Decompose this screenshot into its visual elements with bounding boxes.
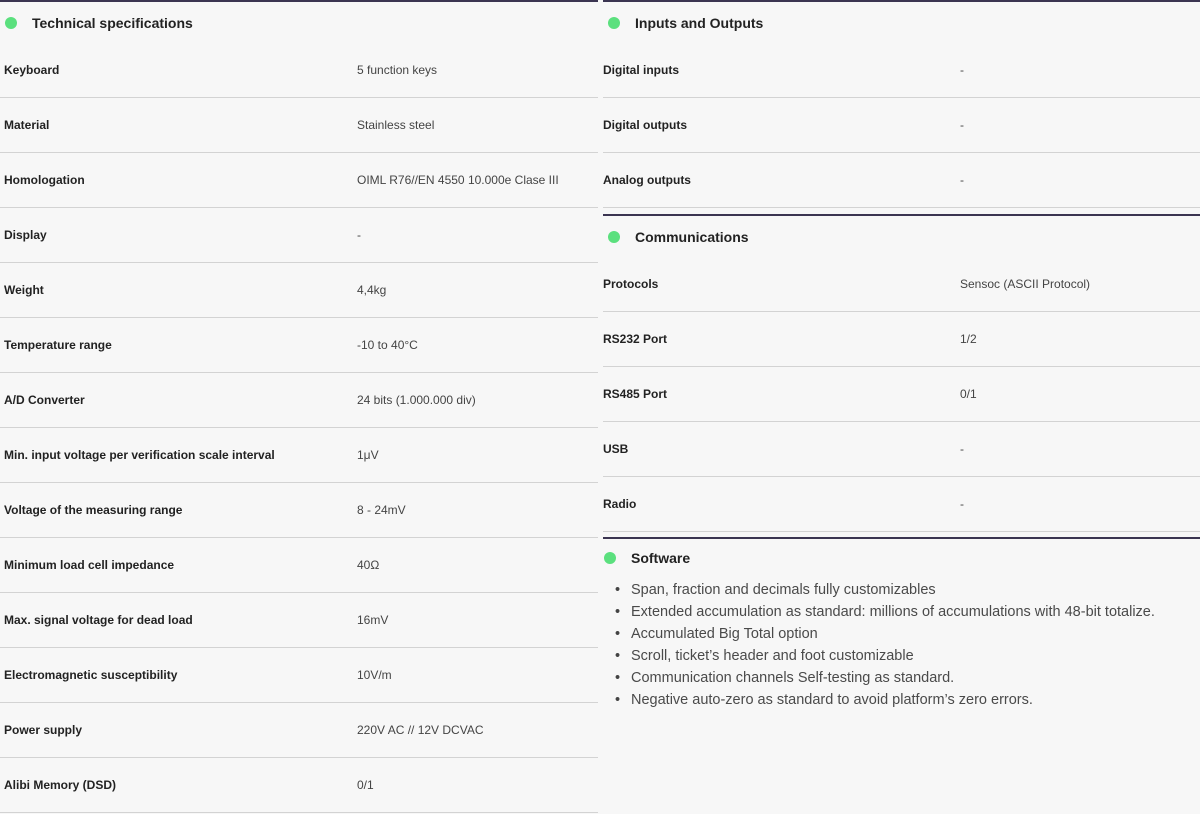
software-section xyxy=(603,537,1200,711)
technical-rows xyxy=(0,43,598,813)
io-label: Digital outputs xyxy=(603,118,687,132)
spec-row xyxy=(0,153,598,208)
io-row xyxy=(603,153,1200,208)
spec-row xyxy=(0,483,598,538)
spec-label: Electromagnetic susceptibility xyxy=(4,668,178,682)
spec-value: 10V/m xyxy=(357,668,392,682)
bullet-dot-icon xyxy=(5,17,17,29)
technical-title: Technical specifications xyxy=(32,14,193,31)
right-column xyxy=(603,0,1200,711)
spec-label: Voltage of the measuring range xyxy=(4,503,183,517)
bullet-dot-icon xyxy=(604,552,616,564)
comms-value: - xyxy=(960,497,964,511)
io-value: - xyxy=(960,63,964,77)
bullet-dot-icon xyxy=(608,17,620,29)
spec-value: 1μV xyxy=(357,448,379,462)
comms-row xyxy=(603,367,1200,422)
software-header xyxy=(603,539,1200,577)
spec-label: Homologation xyxy=(4,173,85,187)
software-title: Software xyxy=(631,550,691,566)
spec-row xyxy=(0,43,598,98)
comms-label: Protocols xyxy=(603,277,659,291)
list-item: • Scroll, ticket’s header and foot customizable xyxy=(603,645,1200,667)
spec-value: 40Ω xyxy=(357,558,380,572)
spec-row xyxy=(0,703,598,758)
spec-label: Power supply xyxy=(4,723,83,737)
bullet-dot-icon xyxy=(608,231,620,243)
spec-value: 16mV xyxy=(357,613,389,627)
spec-row xyxy=(0,648,598,703)
spec-row xyxy=(0,428,598,483)
spec-label: Min. input voltage per verification scale interval xyxy=(4,448,275,462)
comms-label: USB xyxy=(603,442,629,456)
spec-label: Alibi Memory (DSD) xyxy=(4,778,117,792)
spec-row xyxy=(0,318,598,373)
spec-value: 4,4kg xyxy=(357,283,387,297)
communications-header xyxy=(603,216,1200,257)
spec-row xyxy=(0,373,598,428)
spec-value: Stainless steel xyxy=(357,118,435,132)
list-item: • Span, fraction and decimals fully customizables xyxy=(603,579,1200,601)
spec-value: 0/1 xyxy=(357,778,374,792)
list-item: • Negative auto-zero as standard to avoid platform’s zero errors. xyxy=(603,689,1200,711)
comms-label: Radio xyxy=(603,497,637,511)
spec-row xyxy=(0,98,598,153)
comms-row xyxy=(603,477,1200,532)
spec-value: 8 - 24mV xyxy=(357,503,406,517)
comms-value: - xyxy=(960,442,964,456)
io-row xyxy=(603,98,1200,153)
list-item: • Extended accumulation as standard: millions of accumulations with 48-bit totalize. xyxy=(603,601,1200,623)
spec-value: 5 function keys xyxy=(357,63,438,77)
technical-header xyxy=(0,2,598,43)
spec-label: Display xyxy=(4,228,47,242)
list-item: • Accumulated Big Total option xyxy=(603,623,1200,645)
io-header xyxy=(603,2,1200,43)
spec-label: Max. signal voltage for dead load xyxy=(4,613,193,627)
spec-label: Temperature range xyxy=(4,338,112,352)
spec-label: Material xyxy=(4,118,50,132)
io-title: Inputs and Outputs xyxy=(635,14,764,31)
spec-row xyxy=(0,758,598,813)
spec-label: A/D Converter xyxy=(4,393,85,407)
comms-row xyxy=(603,422,1200,477)
spec-value: 220V AC // 12V DCVAC xyxy=(357,723,484,737)
technical-specifications-section xyxy=(0,0,598,813)
comms-row xyxy=(603,257,1200,312)
spec-row xyxy=(0,538,598,593)
io-row xyxy=(603,43,1200,98)
io-label: Analog outputs xyxy=(603,173,691,187)
spec-row xyxy=(0,208,598,263)
spec-label: Keyboard xyxy=(4,63,60,77)
io-section xyxy=(603,0,1200,208)
io-label: Digital inputs xyxy=(603,63,679,77)
software-features-list xyxy=(603,579,1200,711)
communications-section xyxy=(603,214,1200,532)
io-value: - xyxy=(960,173,964,187)
comms-value: 1/2 xyxy=(960,332,977,346)
spec-value: -10 to 40°C xyxy=(357,338,418,352)
comms-value: Sensoc (ASCII Protocol) xyxy=(960,277,1091,291)
spec-row xyxy=(0,263,598,318)
spec-row xyxy=(0,593,598,648)
io-value: - xyxy=(960,118,964,132)
list-item: • Communication channels Self-testing as standard. xyxy=(603,667,1200,689)
spec-value: OIML R76//EN 4550 10.000e Clase III xyxy=(357,173,559,187)
comms-label: RS485 Port xyxy=(603,387,668,401)
comms-row xyxy=(603,312,1200,367)
comms-value: 0/1 xyxy=(960,387,977,401)
spec-value: - xyxy=(357,228,361,242)
communications-title: Communications xyxy=(635,228,749,245)
technical-section xyxy=(0,0,598,813)
spec-label: Weight xyxy=(4,283,44,297)
spec-label: Minimum load cell impedance xyxy=(4,558,175,572)
spec-value: 24 bits (1.000.000 div) xyxy=(357,393,476,407)
comms-label: RS232 Port xyxy=(603,332,668,346)
